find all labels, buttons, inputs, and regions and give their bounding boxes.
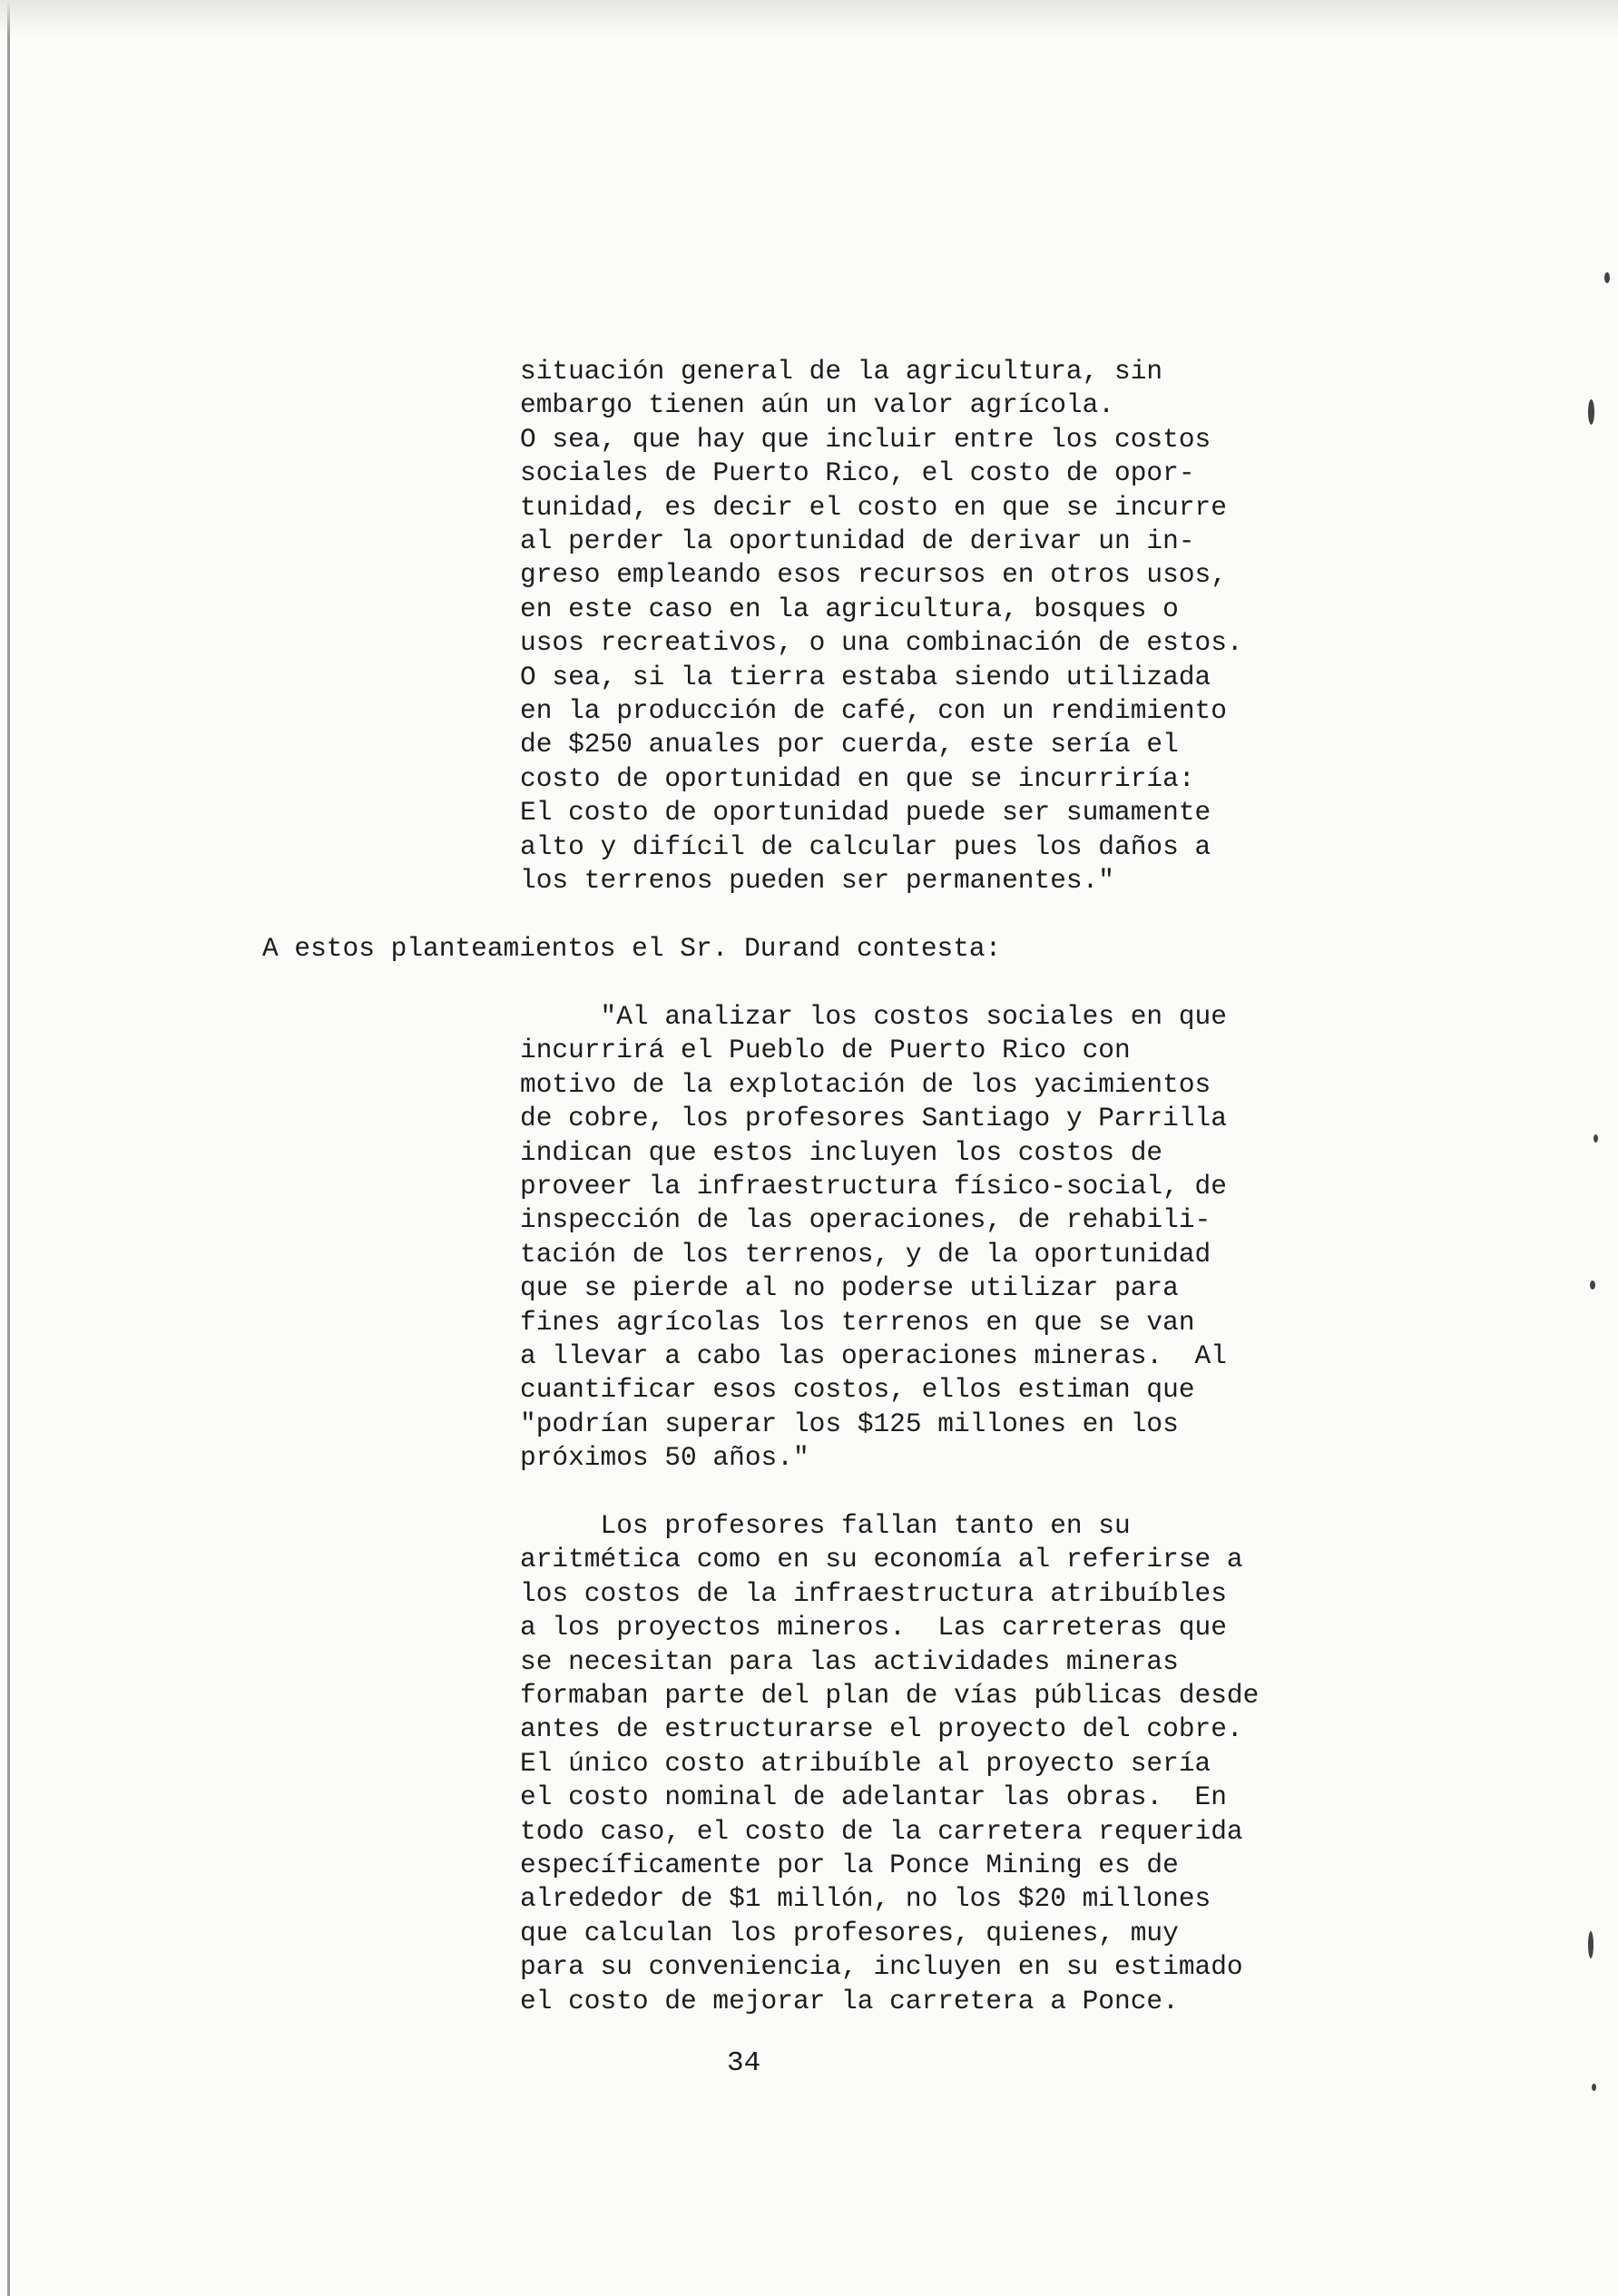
scan-speck — [1592, 2084, 1596, 2091]
text-line: antes de estructurarse el proyecto del cobre. — [520, 1713, 1243, 1745]
text-line: a llevar a cabo las operaciones mineras. Al — [520, 1340, 1227, 1372]
text-line: que se pierde al no poderse utilizar para — [520, 1272, 1179, 1304]
text-line: los terrenos pueden ser permanentes." — [520, 865, 1115, 897]
scan-speck — [1588, 399, 1594, 425]
text-line: tación de los terrenos, y de la oportunidad — [520, 1238, 1211, 1270]
text-line: indican que estos incluyen los costos de — [520, 1136, 1163, 1168]
text-line: embargo tienen aún un valor agrícola. — [520, 389, 1115, 421]
text-line: tunidad, es decir el costo en que se incurre — [520, 491, 1227, 523]
text-line: el costo de mejorar la carretera a Ponce. — [520, 1985, 1179, 2016]
text-line: "Al analizar los costos sociales en que — [520, 1001, 1227, 1032]
intro-line: A estos planteamientos el Sr. Durand contesta: — [262, 933, 1002, 964]
text-line: El costo de oportunidad puede ser sumamente — [520, 797, 1211, 829]
text-line: los costos de la infraestructura atribuíbles — [520, 1577, 1227, 1609]
text-line: Los profesores fallan tanto en su — [520, 1510, 1131, 1541]
quotation-block-1 — [520, 355, 1243, 898]
text-line: para su conveniencia, incluyen en su estimado — [520, 1951, 1243, 1983]
scan-speck — [1590, 1280, 1595, 1290]
text-line: inspección de las operaciones, de rehabili- — [520, 1204, 1211, 1236]
text-line: motivo de la explotación de los yacimientos — [520, 1068, 1211, 1100]
text-line: en la producción de café, con un rendimiento — [520, 695, 1227, 727]
scan-speck — [1588, 1931, 1593, 1958]
text-line: al perder la oportunidad de derivar un in- — [520, 525, 1195, 557]
text-line: O sea, si la tierra estaba siendo utilizada — [520, 661, 1211, 692]
text-line: que calculan los profesores, quienes, muy — [520, 1917, 1179, 1948]
text-line: usos recreativos, o una combinación de estos. — [520, 627, 1243, 659]
text-line: costo de oportunidad en que se incurriría: — [520, 762, 1195, 794]
text-line: aritmética como en su economía al referirse a — [520, 1544, 1243, 1575]
text-line: formaban parte del plan de vías públicas desde — [520, 1680, 1260, 1712]
text-line: fines agrícolas los terrenos en que se van — [520, 1306, 1195, 1338]
text-line: el costo nominal de adelantar las obras. En — [520, 1781, 1227, 1813]
text-line: específicamente por la Ponce Mining es de — [520, 1850, 1179, 1881]
text-line: todo caso, el costo de la carretera requerida — [520, 1815, 1243, 1847]
text-line: alto y difícil de calcular pues los daños a — [520, 830, 1211, 862]
text-line: sociales de Puerto Rico, el costo de opor- — [520, 457, 1195, 489]
quotation-block-2 — [520, 1000, 1227, 1476]
text-line: situación general de la agricultura, sin — [520, 356, 1163, 387]
text-line: "podrían superar los $125 millones en los — [520, 1408, 1179, 1439]
text-line: próximos 50 años." — [520, 1442, 809, 1474]
scan-speck — [1604, 272, 1610, 283]
text-line: en este caso en la agricultura, bosques o — [520, 593, 1179, 624]
scan-speck — [1593, 1134, 1598, 1143]
page-number: 34 — [727, 2047, 761, 2079]
text-line: de $250 anuales por cuerda, este sería el — [520, 729, 1179, 760]
text-line: proveer la infraestructura físico-social, de — [520, 1171, 1227, 1202]
text-line: alrededor de $1 millón, no los $20 millones — [520, 1883, 1211, 1915]
body-paragraph — [520, 1509, 1259, 2018]
scan-top-shadow — [0, 0, 1618, 36]
text-line: a los proyectos mineros. Las carreteras que — [520, 1612, 1227, 1644]
page-edge-shadow — [7, 0, 10, 2296]
text-line: cuantificar esos costos, ellos estiman que — [520, 1374, 1195, 1406]
text-line: de cobre, los profesores Santiago y Parrilla — [520, 1103, 1227, 1134]
text-line: se necesitan para las actividades mineras — [520, 1645, 1179, 1677]
text-line: El único costo atribuíble al proyecto sería — [520, 1747, 1211, 1779]
text-line: greso empleando esos recursos en otros usos, — [520, 559, 1227, 591]
text-line: O sea, que hay que incluir entre los costos — [520, 423, 1211, 455]
text-line: incurrirá el Pueblo de Puerto Rico con — [520, 1035, 1131, 1066]
